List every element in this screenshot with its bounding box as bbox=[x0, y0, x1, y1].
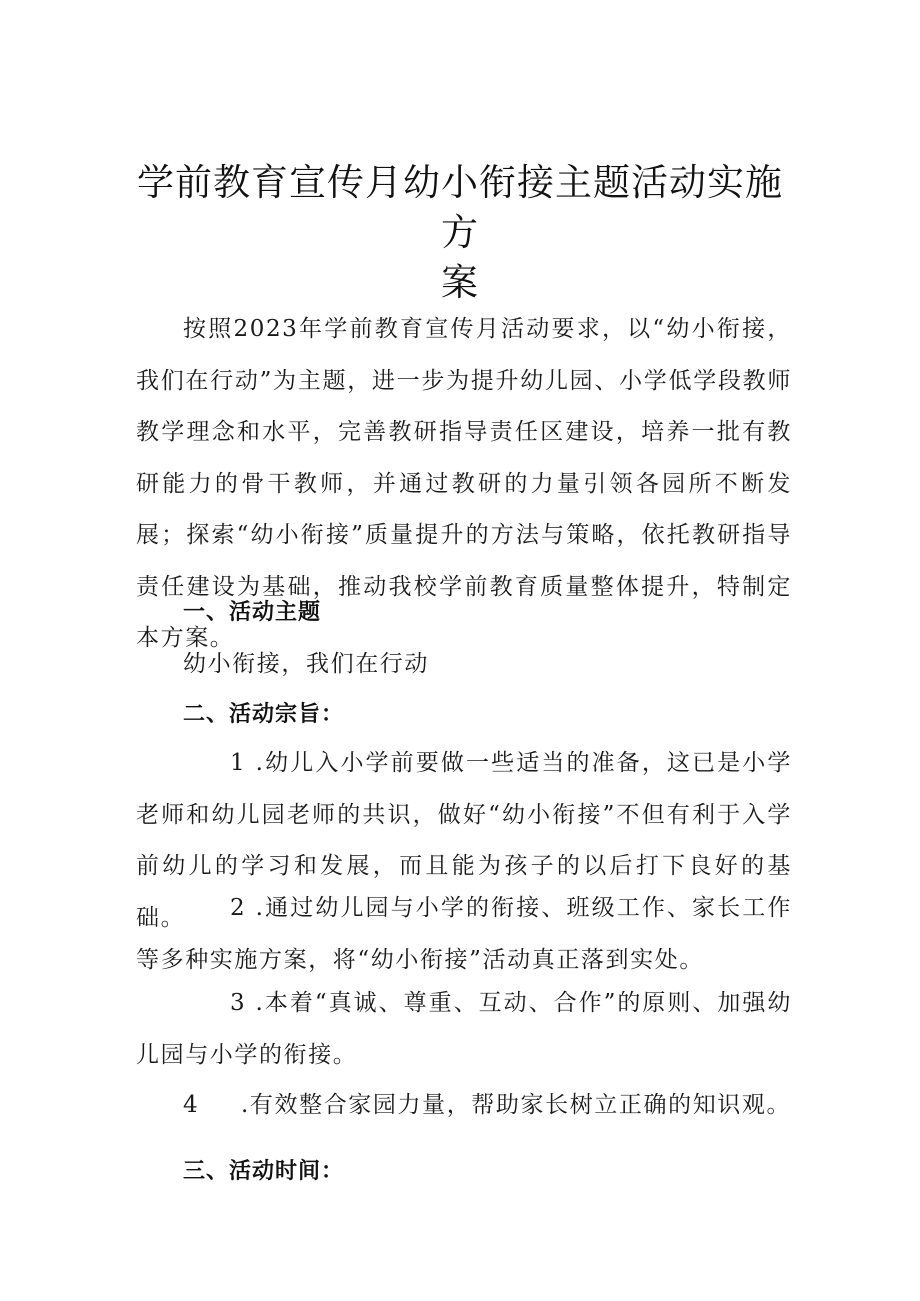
list-item-2 bbox=[136, 883, 792, 986]
list-item-2-text: .通过幼儿园与小学的衔接、班级工作、家长工作等多种实施方案，将“幼小衔接”活动真正落到实处。 bbox=[136, 895, 792, 973]
list-item-4 bbox=[183, 1090, 791, 1120]
intro-paragraph: 按照2023年学前教育宣传月活动要求，以“幼小衔接，我们在行动”为主题，进一步为提升幼儿园、小学低学段教师教学理念和水平，完善教研指导责任区建设，培养一批有教研能力的骨干教师，并通过教研的力量引领各园所不断发展；探索“幼小衔接”质量提升的方法与策略，依托教研指导责任建设为基础，推动我校学前教育质量整体提升，特制定本方案。 bbox=[136, 316, 792, 651]
section-1-body: 幼小衔接，我们在行动 bbox=[183, 651, 429, 677]
list-item-3-text: .本着“真诚、尊重、互动、合作”的原则、加强幼儿园与小学的衔接。 bbox=[136, 990, 792, 1068]
list-item-4-text: .有效整合家园力量，帮助家长树立正确的知识观。 bbox=[241, 1092, 792, 1118]
list-item-3-number: 3 bbox=[230, 990, 247, 1016]
list-item-1-text: .幼儿入小学前要做一些适当的准备，这已是小学老师和幼儿园老师的共识，做好“幼小衔接”不但有利于入学前幼儿的学习和发展，而且能为孩子的以后打下良好的基础。 bbox=[136, 750, 792, 931]
title-line-2: 案 bbox=[441, 261, 479, 304]
document-title bbox=[120, 158, 800, 308]
list-item-2-number: 2 bbox=[230, 895, 247, 921]
section-2-heading: 二、活动宗旨： bbox=[183, 702, 345, 727]
title-line-1: 学前教育宣传月幼小衔接主题活动实施方 bbox=[137, 161, 783, 254]
list-item-1-number: 1 bbox=[230, 750, 247, 776]
section-3-heading: 三、活动时间： bbox=[183, 1159, 345, 1184]
list-item-3 bbox=[136, 978, 792, 1081]
list-item-4-number: 4 bbox=[183, 1092, 200, 1118]
section-1-heading: 一、活动主题 bbox=[183, 600, 322, 625]
